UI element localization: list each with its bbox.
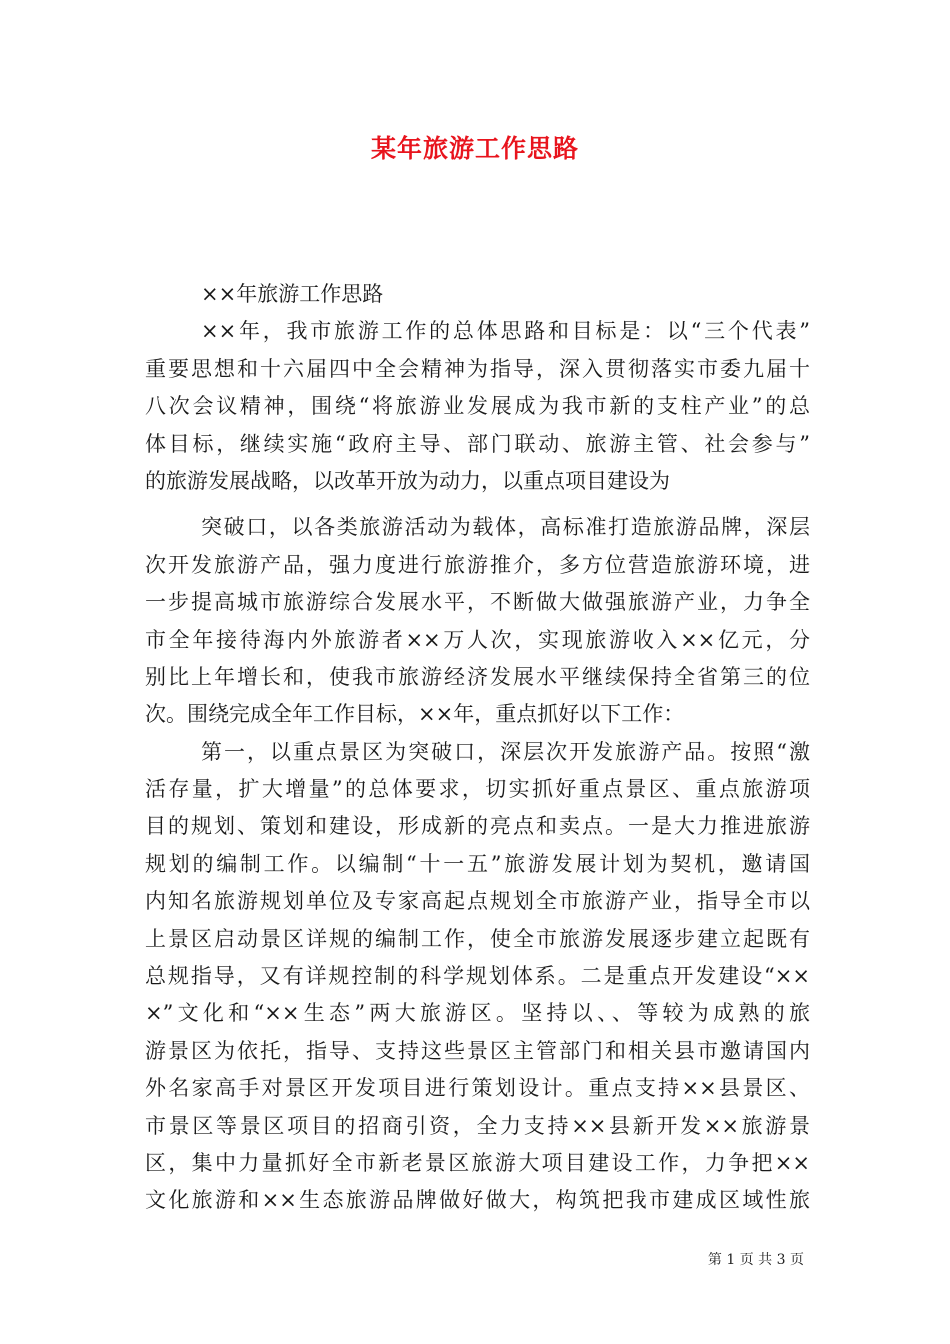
body-text-line: 突破口，以各类旅游活动为载体，高标准打造旅游品牌，深层 <box>201 515 810 540</box>
body-text-line: 总规指导，又有详规控制的科学规划体系。二是重点开发建设“×× <box>145 964 810 989</box>
body-text-line: 一步提高城市旅游综合发展水平，不断做大做强旅游产业，力争全 <box>145 590 810 615</box>
body-text-line: 次。围绕完成全年工作目标，××年，重点抓好以下工作： <box>145 702 685 727</box>
body-text-line: 八次会议精神，围绕“将旅游业发展成为我市新的支柱产业”的总 <box>145 394 810 419</box>
body-text-line: 体目标，继续实施“政府主导、部门联动、旅游主管、社会参与” <box>145 431 810 456</box>
body-text-line: ××年旅游工作思路 <box>201 282 384 306</box>
page-title: 某年旅游工作思路 <box>370 134 579 163</box>
body-text-line: 次开发旅游产品，强力度进行旅游推介，多方位营造旅游环境，进 <box>145 552 810 577</box>
body-text-line: 市全年接待海内外旅游者××万人次，实现旅游收入××亿元，分 <box>145 627 810 652</box>
body-text-line: 的旅游发展战略，以改革开放为动力，以重点项目建设为 <box>145 468 670 493</box>
body-text-line: 文化旅游和××生态旅游品牌做好做大，构筑把我市建成区域性旅 <box>145 1188 810 1213</box>
body-text-line: 第一，以重点景区为突破口，深层次开发旅游产品。按照“激 <box>201 739 810 764</box>
body-text-line: 外名家高手对景区开发项目进行策划设计。重点支持××县景区、 <box>145 1076 810 1101</box>
body-text-line: 区，集中力量抓好全市新老景区旅游大项目建设工作，力争把×× <box>145 1150 810 1175</box>
body-text-line: 上景区启动景区详规的编制工作，使全市旅游发展逐步建立起既有 <box>145 926 810 951</box>
body-text-line: 内知名旅游规划单位及专家高起点规划全市旅游产业，指导全市以 <box>145 889 810 914</box>
page-number: 第 1 页 共 3 页 <box>707 1252 804 1268</box>
body-text-line: 市景区等景区项目的招商引资，全力支持××县新开发××旅游景 <box>145 1113 810 1138</box>
body-text-line: 游景区为依托，指导、支持这些景区主管部门和相关县市邀请国内 <box>145 1038 810 1063</box>
body-text-line: 别比上年增长和，使我市旅游经济发展水平继续保持全省第三的位 <box>145 664 810 689</box>
body-text-line: ×”文化和“××生态”两大旅游区。坚持以、、等较为成熟的旅 <box>145 1001 810 1026</box>
body-text-line: ××年，我市旅游工作的总体思路和目标是：以“三个代表” <box>201 319 810 344</box>
body-text-line: 规划的编制工作。以编制“十一五”旅游发展计划为契机，邀请国 <box>145 851 810 876</box>
body-text-line: 活存量，扩大增量”的总体要求，切实抓好重点景区、重点旅游项 <box>145 777 810 802</box>
body-text-line: 重要思想和十六届四中全会精神为指导，深入贯彻落实市委九届十 <box>145 356 810 381</box>
document-body <box>145 276 810 1220</box>
body-text-line: 目的规划、策划和建设，形成新的亮点和卖点。一是大力推进旅游 <box>145 814 810 839</box>
